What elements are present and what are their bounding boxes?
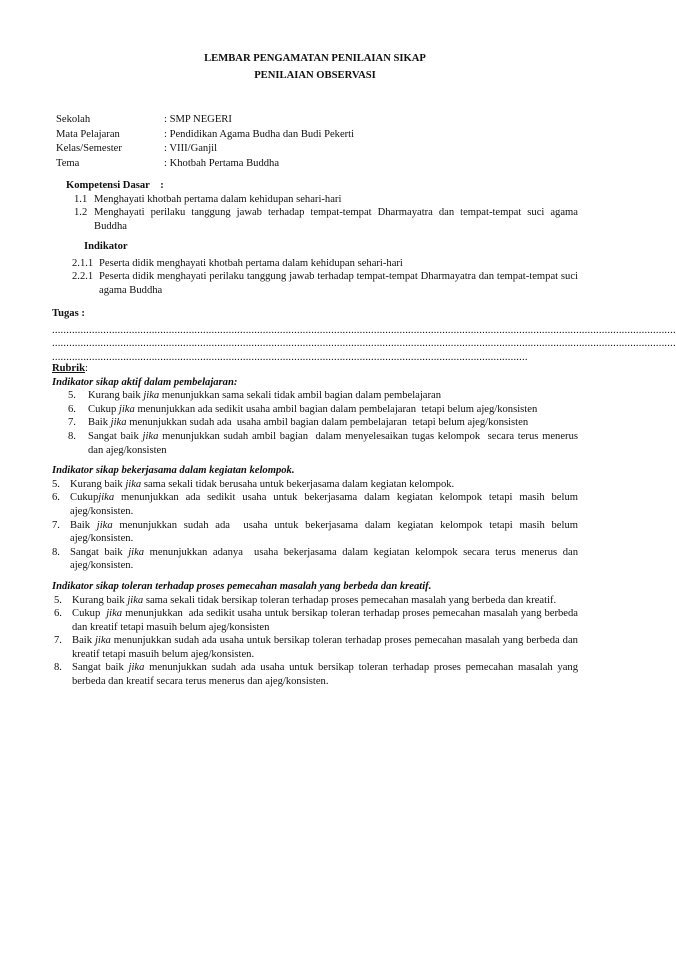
list-item xyxy=(52,519,581,546)
item-text: Menghayati perilaku tanggung jawab terhadap tempat-tempat Dharmayatra dan tempat-tempat suci agama Buddha xyxy=(94,207,578,232)
item-text: Cukup xyxy=(88,403,119,415)
list-item xyxy=(68,389,578,403)
item-text: Sangat baik xyxy=(88,430,143,442)
item-text: Sangat baik xyxy=(72,662,129,674)
item-emphasis: jika xyxy=(127,594,144,606)
item-emphasis: jika xyxy=(143,390,160,402)
item-emphasis: jika xyxy=(98,492,115,504)
item-number: 6. xyxy=(68,403,76,415)
rubrik-heading: Rubrik xyxy=(52,363,85,374)
item-text: Baik xyxy=(70,519,97,531)
item-number: 7. xyxy=(52,519,60,531)
item-text: menunjukkan adanya usaha bekerjasama dalam kegiatan kelompok secara terus menerus dan ajeg/konsisten. xyxy=(70,546,581,572)
item-text: Kurang baik xyxy=(88,390,144,402)
item-emphasis: jika xyxy=(142,430,159,442)
answer-line: ........................................................................................................................................................................................................................... xyxy=(52,338,676,350)
item-text: Kurang baik xyxy=(72,594,128,606)
indikator-item xyxy=(72,270,578,297)
kompetensi-item xyxy=(74,206,578,233)
info-row-sekolah xyxy=(56,113,354,128)
item-emphasis: jika xyxy=(128,662,145,674)
item-number: 5. xyxy=(68,390,76,402)
item-text: menunjukkan ada sedikit usaha untuk bersikap toleran terhadap proses pemecahan masalah yang berbeda dan kreatif tetapi masuih belum ajeg/konsisten xyxy=(72,608,581,633)
item-emphasis: jika xyxy=(128,546,145,558)
section-heading: Indikator sikap bekerjasama dalam kegiatan kelompok. xyxy=(52,465,295,477)
item-text: Cukup xyxy=(72,608,107,620)
list-item xyxy=(52,491,581,518)
item-text: Cukup xyxy=(70,492,99,504)
item-number: 5. xyxy=(54,594,62,606)
item-text: menunjukkan ada sedikit usaha ambil bagian dalam pembelajaran tetapi belum ajeg/konsisten xyxy=(134,403,538,415)
item-text: menunjukkan sudah ada usaha untuk bersikap toleran terhadap proses pemecahan masalah yang berbeda dan kreatif secara terus menerus dan ajeg/konsisten. xyxy=(72,662,581,688)
list-item xyxy=(68,430,581,457)
rubrik-heading-line xyxy=(52,362,578,376)
info-label: Kelas/Semester xyxy=(56,143,122,155)
item-emphasis: jika xyxy=(94,635,111,647)
kompetensi-dasar-heading: Kompetensi Dasar : xyxy=(66,180,164,191)
tugas-section xyxy=(52,307,676,364)
item-number: 1.2 xyxy=(74,207,88,219)
item-text: sama sekali tidak berusaha untuk bekerjasama dalam kegiatan kelompok. xyxy=(141,478,455,490)
item-number: 2.2.1 xyxy=(72,271,94,283)
info-label: Sekolah xyxy=(56,114,91,125)
info-value: : Pendidikan Agama Budha dan Budi Pekerti xyxy=(164,128,355,140)
item-text: Baik xyxy=(72,635,95,647)
info-label: Mata Pelajaran xyxy=(56,128,120,140)
item-text: menunjukkan sama sekali tidak ambil bagian dalam pembelajaran xyxy=(159,390,442,402)
item-emphasis: jika xyxy=(106,608,123,620)
item-number: 8. xyxy=(68,430,76,442)
info-row-kelas-semester xyxy=(56,142,354,157)
item-number: 6. xyxy=(54,608,62,620)
list-item xyxy=(54,607,581,634)
item-number: 2.1.1 xyxy=(72,257,94,269)
tugas-heading: Tugas : xyxy=(52,308,85,319)
item-emphasis: jika xyxy=(118,403,135,415)
list-item xyxy=(68,403,578,417)
list-item xyxy=(54,661,581,688)
indikator-item xyxy=(72,257,578,271)
info-value: : VIII/Ganjil xyxy=(164,143,218,155)
item-text: sama sekali tidak bersikap toleran terhadap proses pemecahan masalah yang berbeda dan kreatif. xyxy=(143,594,557,606)
item-emphasis: jika xyxy=(125,478,142,490)
rubrik-toleran-section xyxy=(52,580,581,689)
rubrik-bekerjasama-section xyxy=(52,464,581,573)
item-text: Peserta didik menghayati perilaku tanggung jawab terhadap tempat-tempat Dharmayatra dan tempat-tempat suci agama Buddha xyxy=(99,271,578,296)
list-item xyxy=(54,594,578,608)
rubrik-colon: : xyxy=(84,363,88,374)
item-number: 8. xyxy=(54,662,62,674)
item-number: 7. xyxy=(54,635,62,647)
item-text: Baik xyxy=(88,417,111,429)
answer-line: ....................................................................................................................................................................... xyxy=(52,351,528,363)
item-text: menunjukkan sudah ambil bagian dalam menyelesaikan tugas kelompok secara terus menerus dan ajeg/konsisten xyxy=(88,430,581,456)
answer-line: ........................................................................................................................................................................................................................... xyxy=(52,324,676,336)
item-text: Peserta didik menghayati khotbah pertama dalam kehidupan sehari-hari xyxy=(99,257,403,269)
item-number: 8. xyxy=(52,546,60,558)
kompetensi-dasar-section xyxy=(66,179,578,233)
item-text: menunjukkan sudah ada usaha untuk bersikap toleran terhadap proses pemecahan masalah yang berbeda dan kreatif tetapi masuih belum ajeg/konsisten. xyxy=(72,635,581,660)
item-text: Menghayati khotbah pertama dalam kehidupan sehari-hari xyxy=(94,193,342,205)
identity-table xyxy=(56,113,354,171)
list-item xyxy=(68,416,578,430)
rubrik-section xyxy=(52,362,581,696)
item-text: Kurang baik xyxy=(70,478,126,490)
item-text: menunjukkan sudah ada usaha ambil bagian dalam pembelajaran tetapi belum ajeg/konsisten xyxy=(126,417,529,429)
item-number: 6. xyxy=(52,492,60,504)
kompetensi-item xyxy=(74,193,578,207)
list-item xyxy=(54,634,581,661)
indikator-heading: Indikator xyxy=(84,241,128,252)
item-number: 5. xyxy=(52,478,60,490)
info-row-tema xyxy=(56,157,354,172)
info-label: Tema xyxy=(56,157,80,169)
item-text: Sangat baik xyxy=(70,546,129,558)
item-text: menunjukkan ada sedikit usaha untuk bekerjasama dalam kegiatan kelompok tetapi masih belum ajeg/konsisten. xyxy=(70,492,581,517)
item-number: 1.1 xyxy=(74,193,88,205)
info-value: : SMP NEGERI xyxy=(164,114,232,125)
item-text: menunjukkan sudah ada usaha untuk bekerjasama dalam kegiatan kelompok tetapi masih belum ajeg/konsisten. xyxy=(70,519,581,545)
info-value: : Khotbah Pertama Buddha xyxy=(164,157,280,169)
section-heading: Indikator sikap toleran terhadap proses pemecahan masalah yang berbeda dan kreatif. xyxy=(52,580,432,592)
item-emphasis: jika xyxy=(110,417,127,429)
list-item xyxy=(52,478,578,492)
info-row-mata-pelajaran xyxy=(56,128,354,143)
section-heading: Indikator sikap aktif dalam pembelajaran: xyxy=(52,376,238,388)
list-item xyxy=(52,546,581,573)
indikator-section xyxy=(72,240,578,297)
item-number: 7. xyxy=(68,417,76,429)
rubrik-aktif-section xyxy=(52,376,581,458)
document-subtitle: PENILAIAN OBSERVASI xyxy=(254,70,376,81)
document-title: LEMBAR PENGAMATAN PENILAIAN SIKAP xyxy=(204,53,426,64)
item-emphasis: jika xyxy=(96,519,113,531)
